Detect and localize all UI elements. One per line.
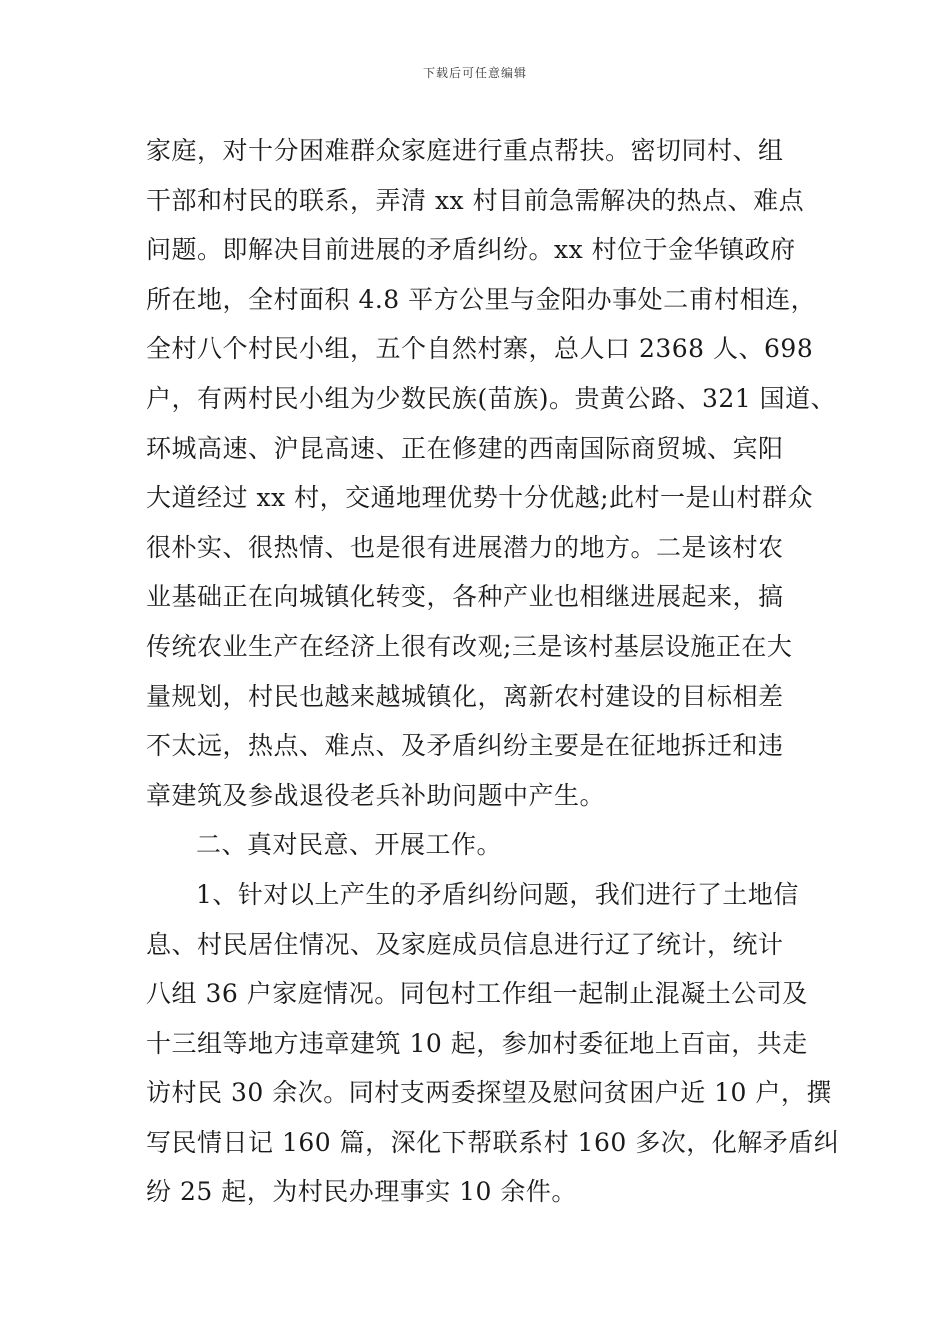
text-line: 业基础正在向城镇化转变，各种产业也相继进展起来，搞	[146, 582, 784, 612]
text-line: 十三组等地方违章建筑 10 起，参加村委征地上百亩，共走	[146, 1028, 808, 1058]
text-line: 家庭，对十分困难群众家庭进行重点帮扶。密切同村、组	[146, 136, 784, 165]
text-line: 访村民 30 余次。同村支两委探望及慰问贫困户近 10 户，撰	[146, 1078, 832, 1108]
text-line: 写民情日记 160 篇，深化下帮联系村 160 多次，化解矛盾纠	[146, 1127, 840, 1157]
text-line: 八组 36 户家庭情况。同包村工作组一起制止混凝土公司及	[146, 979, 808, 1009]
text-line: 大道经过 xx 村，交通地理优势十分优越;此村一是山村群众	[146, 483, 814, 513]
text-line: 不太远，热点、难点、及矛盾纠纷主要是在征地拆迁和违	[146, 731, 784, 761]
text-line: 所在地，全村面积 4.8 平方公里与金阳办事处二甫村相连，	[146, 284, 817, 314]
text-line: 干部和村民的联系，弄清 xx 村目前急需解决的热点、难点	[146, 185, 805, 215]
text-line: 息、村民居住情况、及家庭成员信息进行辽了统计，统计	[146, 929, 784, 959]
text-line: 全村八个村民小组，五个自然村寨，总人口 2368 人、698	[146, 334, 814, 364]
text-line: 环城高速、沪昆高速、正在修建的西南国际商贸城、宾阳	[146, 433, 784, 463]
text-line: 问题。即解决目前进展的矛盾纠纷。xx 村位于金华镇政府	[146, 235, 796, 265]
text-line: 很朴实、很热情、也是很有进展潜力的地方。二是该村农	[146, 532, 784, 562]
text-line: 传统农业生产在经济上很有改观;三是该村基层设施正在大	[146, 631, 793, 661]
text-line: 1、针对以上产生的矛盾纠纷问题，我们进行了土地信	[196, 879, 799, 909]
text-line: 纷 25 起，为村民办理事实 10 余件。	[146, 1177, 577, 1207]
document-body	[146, 126, 840, 1217]
text-line: 户，有两村民小组为少数民族(苗族)。贵黄公路、321 国道、	[146, 383, 837, 413]
page-header: 下载后可任意编辑	[422, 66, 527, 80]
text-line: 章建筑及参战退役老兵补助问题中产生。	[146, 780, 606, 810]
section-heading: 二、真对民意、开展工作。	[196, 830, 503, 860]
text-line: 量规划，村民也越来越城镇化，离新农村建设的目标相差	[146, 681, 784, 711]
